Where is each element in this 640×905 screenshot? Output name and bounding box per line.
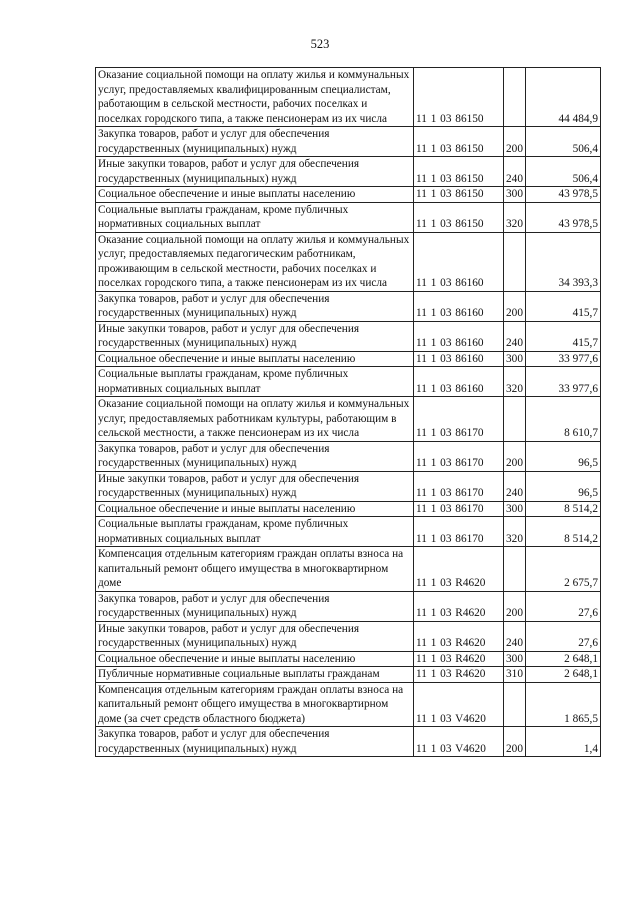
- row-code-cell: 11 1 03 V4620: [414, 727, 504, 757]
- row-type-cell: 200: [504, 591, 526, 621]
- table-row: [96, 517, 601, 547]
- table-row: [96, 321, 601, 351]
- row-sum-cell: 43 978,5: [526, 202, 601, 232]
- row-code-cell: 11 1 03 86170: [414, 441, 504, 471]
- row-name-cell: Иные закупки товаров, работ и услуг для обеспечения государственных (муниципальных) нужд: [96, 321, 414, 351]
- row-name-cell: Социальное обеспечение и иные выплаты населению: [96, 187, 414, 203]
- table-row: [96, 621, 601, 651]
- row-sum-cell: 2 648,1: [526, 651, 601, 667]
- row-type-cell: 240: [504, 621, 526, 651]
- row-name-cell: Социальное обеспечение и иные выплаты населению: [96, 351, 414, 367]
- row-code-cell: 11 1 03 86150: [414, 68, 504, 127]
- table-row: [96, 187, 601, 203]
- row-name-cell: Закупка товаров, работ и услуг для обеспечения государственных (муниципальных) нужд: [96, 591, 414, 621]
- row-name-cell: Социальные выплаты гражданам, кроме публичных нормативных социальных выплат: [96, 517, 414, 547]
- row-sum-cell: 43 978,5: [526, 187, 601, 203]
- row-sum-cell: 33 977,6: [526, 367, 601, 397]
- row-type-cell: 200: [504, 291, 526, 321]
- row-code-cell: 11 1 03 86170: [414, 397, 504, 442]
- row-name-cell: Закупка товаров, работ и услуг для обеспечения государственных (муниципальных) нужд: [96, 127, 414, 157]
- row-sum-cell: 2 675,7: [526, 547, 601, 592]
- table-row: [96, 202, 601, 232]
- table-row: [96, 727, 601, 757]
- row-code-cell: 11 1 03 86150: [414, 187, 504, 203]
- row-type-cell: [504, 397, 526, 442]
- row-name-cell: Закупка товаров, работ и услуг для обеспечения государственных (муниципальных) нужд: [96, 291, 414, 321]
- row-sum-cell: 415,7: [526, 291, 601, 321]
- row-code-cell: 11 1 03 R4620: [414, 651, 504, 667]
- row-type-cell: 240: [504, 471, 526, 501]
- row-type-cell: [504, 68, 526, 127]
- row-type-cell: 200: [504, 127, 526, 157]
- table-row: [96, 351, 601, 367]
- row-type-cell: 300: [504, 187, 526, 203]
- row-sum-cell: 27,6: [526, 621, 601, 651]
- row-sum-cell: 44 484,9: [526, 68, 601, 127]
- row-type-cell: 300: [504, 501, 526, 517]
- row-type-cell: 240: [504, 321, 526, 351]
- table-row: [96, 157, 601, 187]
- table-row: [96, 501, 601, 517]
- row-sum-cell: 1 865,5: [526, 682, 601, 727]
- table-row: [96, 667, 601, 683]
- table-row: [96, 291, 601, 321]
- row-code-cell: 11 1 03 86160: [414, 321, 504, 351]
- row-sum-cell: 506,4: [526, 157, 601, 187]
- row-code-cell: 11 1 03 V4620: [414, 682, 504, 727]
- row-name-cell: Компенсация отдельным категориям граждан оплаты взноса на капитальный ремонт общего имущества в многоквартирном доме (за счет средств областного бюджета): [96, 682, 414, 727]
- row-type-cell: 200: [504, 727, 526, 757]
- row-type-cell: 300: [504, 351, 526, 367]
- row-type-cell: [504, 682, 526, 727]
- row-name-cell: Иные закупки товаров, работ и услуг для обеспечения государственных (муниципальных) нужд: [96, 471, 414, 501]
- row-code-cell: 11 1 03 86160: [414, 291, 504, 321]
- row-name-cell: Закупка товаров, работ и услуг для обеспечения государственных (муниципальных) нужд: [96, 441, 414, 471]
- table-row: [96, 651, 601, 667]
- row-name-cell: Иные закупки товаров, работ и услуг для обеспечения государственных (муниципальных) нужд: [96, 621, 414, 651]
- table-row: [96, 367, 601, 397]
- row-code-cell: 11 1 03 86170: [414, 501, 504, 517]
- row-type-cell: 320: [504, 517, 526, 547]
- row-type-cell: [504, 547, 526, 592]
- row-type-cell: 200: [504, 441, 526, 471]
- row-name-cell: Социальные выплаты гражданам, кроме публичных нормативных социальных выплат: [96, 367, 414, 397]
- row-code-cell: 11 1 03 86170: [414, 471, 504, 501]
- row-code-cell: 11 1 03 R4620: [414, 547, 504, 592]
- table-row: [96, 682, 601, 727]
- row-name-cell: Закупка товаров, работ и услуг для обеспечения государственных (муниципальных) нужд: [96, 727, 414, 757]
- row-code-cell: 11 1 03 86150: [414, 202, 504, 232]
- row-sum-cell: 27,6: [526, 591, 601, 621]
- row-sum-cell: 1,4: [526, 727, 601, 757]
- row-sum-cell: 8 514,2: [526, 517, 601, 547]
- row-sum-cell: 8 610,7: [526, 397, 601, 442]
- row-name-cell: Оказание социальной помощи на оплату жилья и коммунальных услуг, предоставляемых работникам культуры, работающим в сельской местности, а также пенсионерам из их числа: [96, 397, 414, 442]
- page-number: 523: [310, 37, 330, 51]
- row-name-cell: Иные закупки товаров, работ и услуг для обеспечения государственных (муниципальных) нужд: [96, 157, 414, 187]
- row-sum-cell: 33 977,6: [526, 351, 601, 367]
- row-sum-cell: 506,4: [526, 127, 601, 157]
- row-code-cell: 11 1 03 86150: [414, 157, 504, 187]
- table-row: [96, 397, 601, 442]
- budget-table: [95, 67, 601, 757]
- table-row: [96, 441, 601, 471]
- row-sum-cell: 2 648,1: [526, 667, 601, 683]
- row-sum-cell: 415,7: [526, 321, 601, 351]
- row-sum-cell: 34 393,3: [526, 232, 601, 291]
- row-type-cell: 240: [504, 157, 526, 187]
- budget-table-body: [96, 68, 601, 757]
- row-sum-cell: 96,5: [526, 471, 601, 501]
- row-code-cell: 11 1 03 86170: [414, 517, 504, 547]
- row-type-cell: 310: [504, 667, 526, 683]
- row-code-cell: 11 1 03 86160: [414, 232, 504, 291]
- row-name-cell: Оказание социальной помощи на оплату жилья и коммунальных услуг, предоставляемых квалифицированным специалистам, работающим в сельской местности, рабочих поселках и поселках городского типа, а также пенсионерам из их числа: [96, 68, 414, 127]
- row-type-cell: [504, 232, 526, 291]
- row-name-cell: Компенсация отдельным категориям граждан оплаты взноса на капитальный ремонт общего имущества в многоквартирном доме: [96, 547, 414, 592]
- row-code-cell: 11 1 03 R4620: [414, 667, 504, 683]
- row-name-cell: Оказание социальной помощи на оплату жилья и коммунальных услуг, предоставляемых педагогическим работникам, проживающим в сельской местности, рабочих поселках и поселках городского типа, а также пенсионерам из их числа: [96, 232, 414, 291]
- row-sum-cell: 96,5: [526, 441, 601, 471]
- row-code-cell: 11 1 03 R4620: [414, 621, 504, 651]
- row-name-cell: Социальные выплаты гражданам, кроме публичных нормативных социальных выплат: [96, 202, 414, 232]
- row-name-cell: Социальное обеспечение и иные выплаты населению: [96, 651, 414, 667]
- row-code-cell: 11 1 03 86160: [414, 367, 504, 397]
- table-row: [96, 68, 601, 127]
- table-row: [96, 127, 601, 157]
- table-row: [96, 232, 601, 291]
- row-type-cell: 300: [504, 651, 526, 667]
- row-code-cell: 11 1 03 R4620: [414, 591, 504, 621]
- row-sum-cell: 8 514,2: [526, 501, 601, 517]
- table-row: [96, 547, 601, 592]
- row-code-cell: 11 1 03 86150: [414, 127, 504, 157]
- table-row: [96, 591, 601, 621]
- row-name-cell: Публичные нормативные социальные выплаты гражданам: [96, 667, 414, 683]
- row-name-cell: Социальное обеспечение и иные выплаты населению: [96, 501, 414, 517]
- row-type-cell: 320: [504, 202, 526, 232]
- table-row: [96, 471, 601, 501]
- row-code-cell: 11 1 03 86160: [414, 351, 504, 367]
- row-type-cell: 320: [504, 367, 526, 397]
